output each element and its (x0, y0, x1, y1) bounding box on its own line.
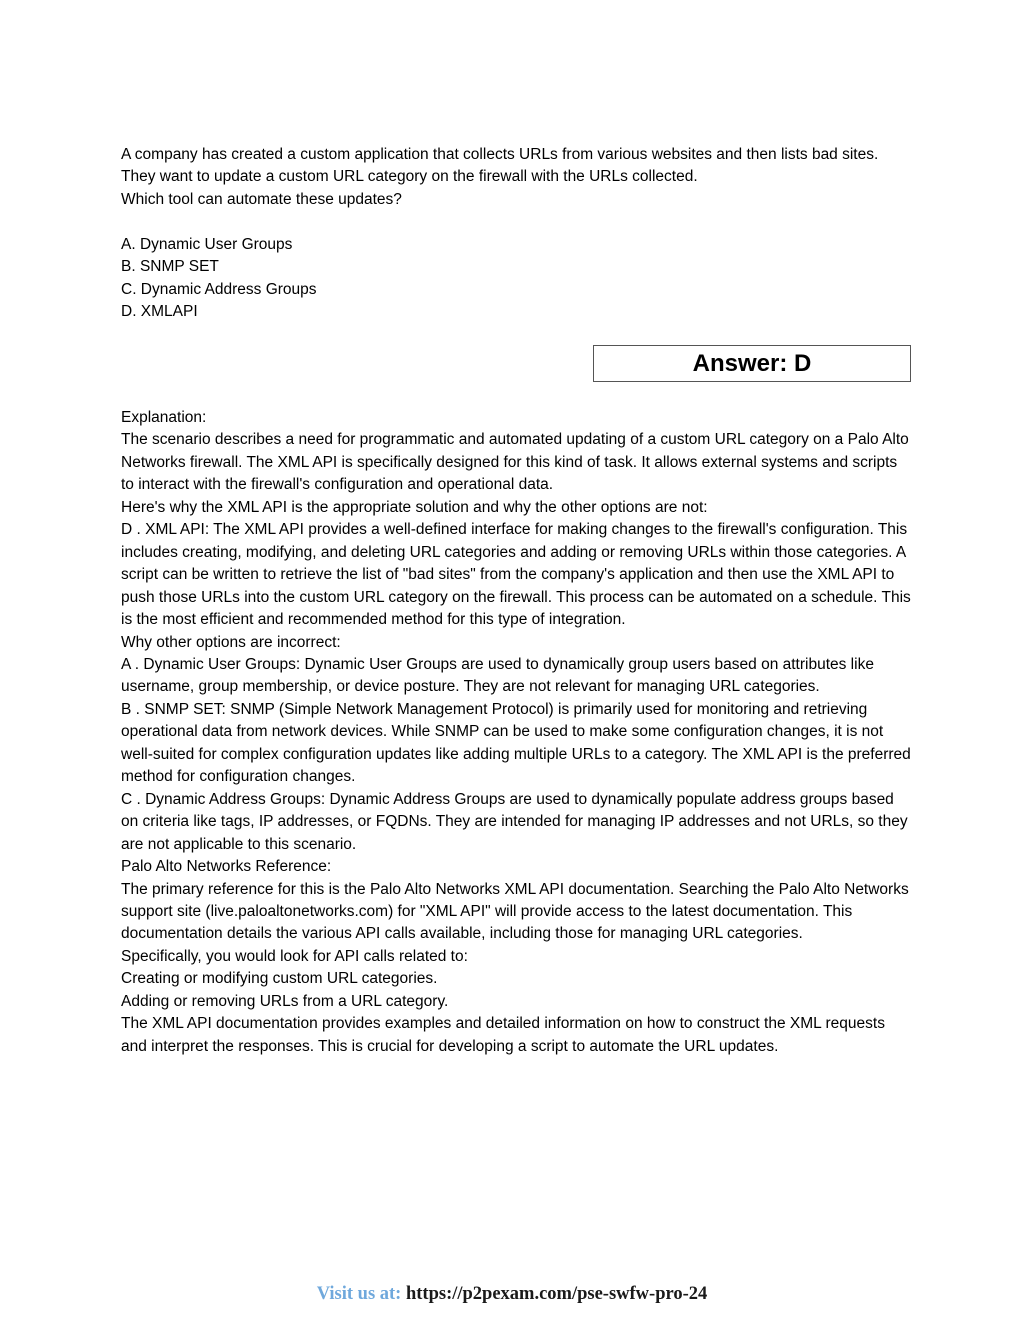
question-prompt: Which tool can automate these updates? (121, 190, 402, 208)
page-footer (0, 1282, 1024, 1306)
explanation-paragraph: The primary reference for this is the Palo Alto Networks XML API documentation. Searching the Palo Alto Networks support site (live.paloaltonetworks.com) for "XML API" will provide access to the latest documentation. This documentation details the various API calls available, including those for managing URL categories. (121, 880, 909, 943)
explanation-paragraph: D . XML API: The XML API provides a well-defined interface for making changes to the firewall's configuration. This includes creating, modifying, and deleting URL categories and adding or removing URLs within those categories. A script can be written to retrieve the list of "bad sites" from the company's application and then use the XML API to push those URLs into the custom URL category on the firewall. This process can be automated on a schedule. This is the most efficient and recommended method for this type of integration. (121, 521, 911, 629)
explanation-paragraph: The scenario describes a need for programmatic and automated updating of a custom URL category on a Palo Alto Networks firewall. The XML API is specifically designed for this kind of task. It allows external systems and scripts to interact with the firewall's configuration and operational data. (121, 431, 909, 494)
footer-visit-label: Visit us at: (316, 1284, 402, 1304)
answer-label: Answer: D (692, 349, 812, 377)
explanation-paragraph: Creating or modifying custom URL categories. (121, 970, 438, 988)
explanation-paragraph: The XML API documentation provides examples and detailed information on how to construct the XML requests and interpret the responses. This is crucial for developing a script to automate the URL updates. (121, 1015, 885, 1055)
explanation-paragraph: Palo Alto Networks Reference: (121, 858, 332, 876)
explanation-heading: Explanation: (121, 409, 207, 426)
explanation-paragraph: Adding or removing URLs from a URL category. (121, 992, 449, 1010)
option-a: A. Dynamic User Groups (121, 236, 293, 253)
answer-options (121, 234, 721, 324)
explanation-paragraph: A . Dynamic User Groups: Dynamic User Groups are used to dynamically group users based on attributes like username, group membership, or device posture. They are not relevant for managing URL categories. (121, 655, 874, 696)
footer-url-link[interactable]: https://p2pexam.com/pse-swfw-pro-24 (405, 1284, 708, 1304)
explanation-paragraph: B . SNMP SET: SNMP (Simple Network Management Protocol) is primarily used for monitoring and retrieving operational data from network devices. While SNMP can be used to make some configuration changes, it is not well-suited for complex configuration updates like adding multiple URLs to a category. The XML API is the preferred method for configuration changes. (121, 700, 911, 786)
explanation-paragraph: Why other options are incorrect: (121, 633, 341, 651)
option-d: D. XMLAPI (121, 303, 198, 321)
answer-box (593, 345, 911, 382)
explanation-paragraph: C . Dynamic Address Groups: Dynamic Address Groups are used to dynamically populate address groups based on criteria like tags, IP addresses, or FQDNs. They are intended for managing IP addresses and not URLs, so they are not applicable to this scenario. (121, 790, 908, 853)
explanation-paragraph: Here's why the XML API is the appropriate solution and why the other options are not: (121, 498, 708, 516)
explanation-paragraph: Specifically, you would look for API calls related to: (121, 947, 468, 965)
question-text (121, 144, 911, 211)
question-line: A company has created a custom application that collects URLs from various websites and then lists bad sites. They want to update a custom URL category on the firewall with the URLs collected. (121, 146, 879, 186)
explanation-section (121, 407, 911, 1058)
option-b: B. SNMP SET (121, 258, 219, 276)
option-c: C. Dynamic Address Groups (121, 280, 317, 298)
